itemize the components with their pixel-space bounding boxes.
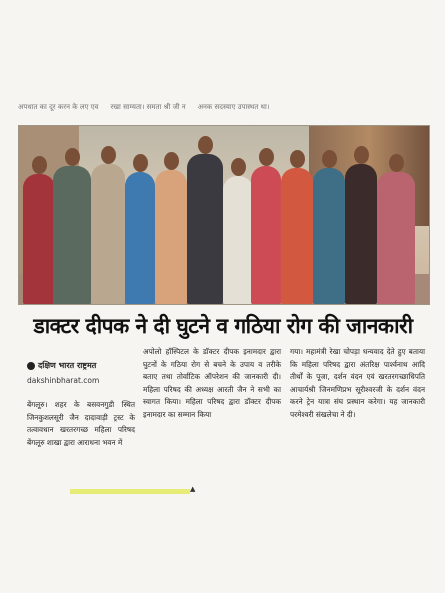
highlight-bar: [70, 489, 190, 494]
person-figure: [155, 170, 187, 304]
article-column-2: [143, 346, 281, 422]
strip-text-2: रखा साम्यता। समता श्री जी न: [110, 103, 186, 111]
article-headline: डाक्टर दीपक ने दी घुटने व गठिया रोग की जानकारी: [33, 314, 413, 338]
strip-text-3: अनक सदस्याए उपास्थत था।: [197, 103, 270, 111]
person-figure: [223, 176, 253, 304]
article-column-1: [27, 346, 135, 450]
article-column-3: [290, 346, 425, 422]
byline-name: दक्षिण भारत राष्ट्रमत: [38, 361, 97, 370]
byline-site: dakshinbharat.com: [27, 375, 100, 385]
person-figure: [345, 164, 377, 304]
person-figure: [251, 166, 281, 304]
person-figure: [91, 164, 125, 304]
triangle-marker-icon: ▲: [190, 485, 196, 493]
person-figure: [281, 168, 313, 304]
group-photo-image: [18, 125, 430, 305]
person-figure: [377, 172, 415, 304]
person-figure: [53, 166, 91, 304]
column-2-text: अपोलो हॉस्पिटल के डॉक्टर दीपक इनामदार द्वारा घुटनों के गठिया रोग से बचने के उपाय व तरीके बताए तथा तोर्वाटिक ऑपरेशन की जानकारी दी। महिला परिषद की अध्यक्ष आरती जैन ने सभी का स्वागत किया। महिला परिषद द्वारा डॉक्टर दीपक इनामदार का सम्मान किया: [143, 347, 281, 419]
newspaper-logo-icon: [27, 362, 35, 370]
byline: [27, 360, 135, 373]
person-figure: [187, 154, 223, 304]
strip-text-1: अपधात का दूर करन के लए एव: [18, 103, 99, 111]
person-figure: [313, 168, 345, 304]
person-figure: [23, 174, 55, 304]
column-3-text: गया। महामंत्री रेखा चोपड़ा धन्यवाद देते हुए बताया कि महिला परिषद द्वारा अंतरिक्ष पार्श्वनाथ आदि तीर्थों के पूजा, दर्शन वंदन एवं खरतरगच्छाधिपति आचार्यश्री जिनमणिप्रभ सूरीश्वरजी के दर्शन वंदन करने ट्रेन यात्रा संघ प्रस्थान करेगा। यह जानकारी परमेश्वरी संखलेचा ने दी।: [290, 347, 425, 419]
previous-article-strip: [18, 96, 418, 112]
column-1-text: बेंगलूरु। शहर के बसवनगुडी स्थित जिनकुशलसूरी जैन दादावाड़ी ट्रस्ट के तत्वावधान खरतरगच्छ महिला परिषद बेंगलूरु शाखा द्वारा आराधना भवन में: [27, 400, 135, 447]
person-figure: [125, 172, 155, 304]
